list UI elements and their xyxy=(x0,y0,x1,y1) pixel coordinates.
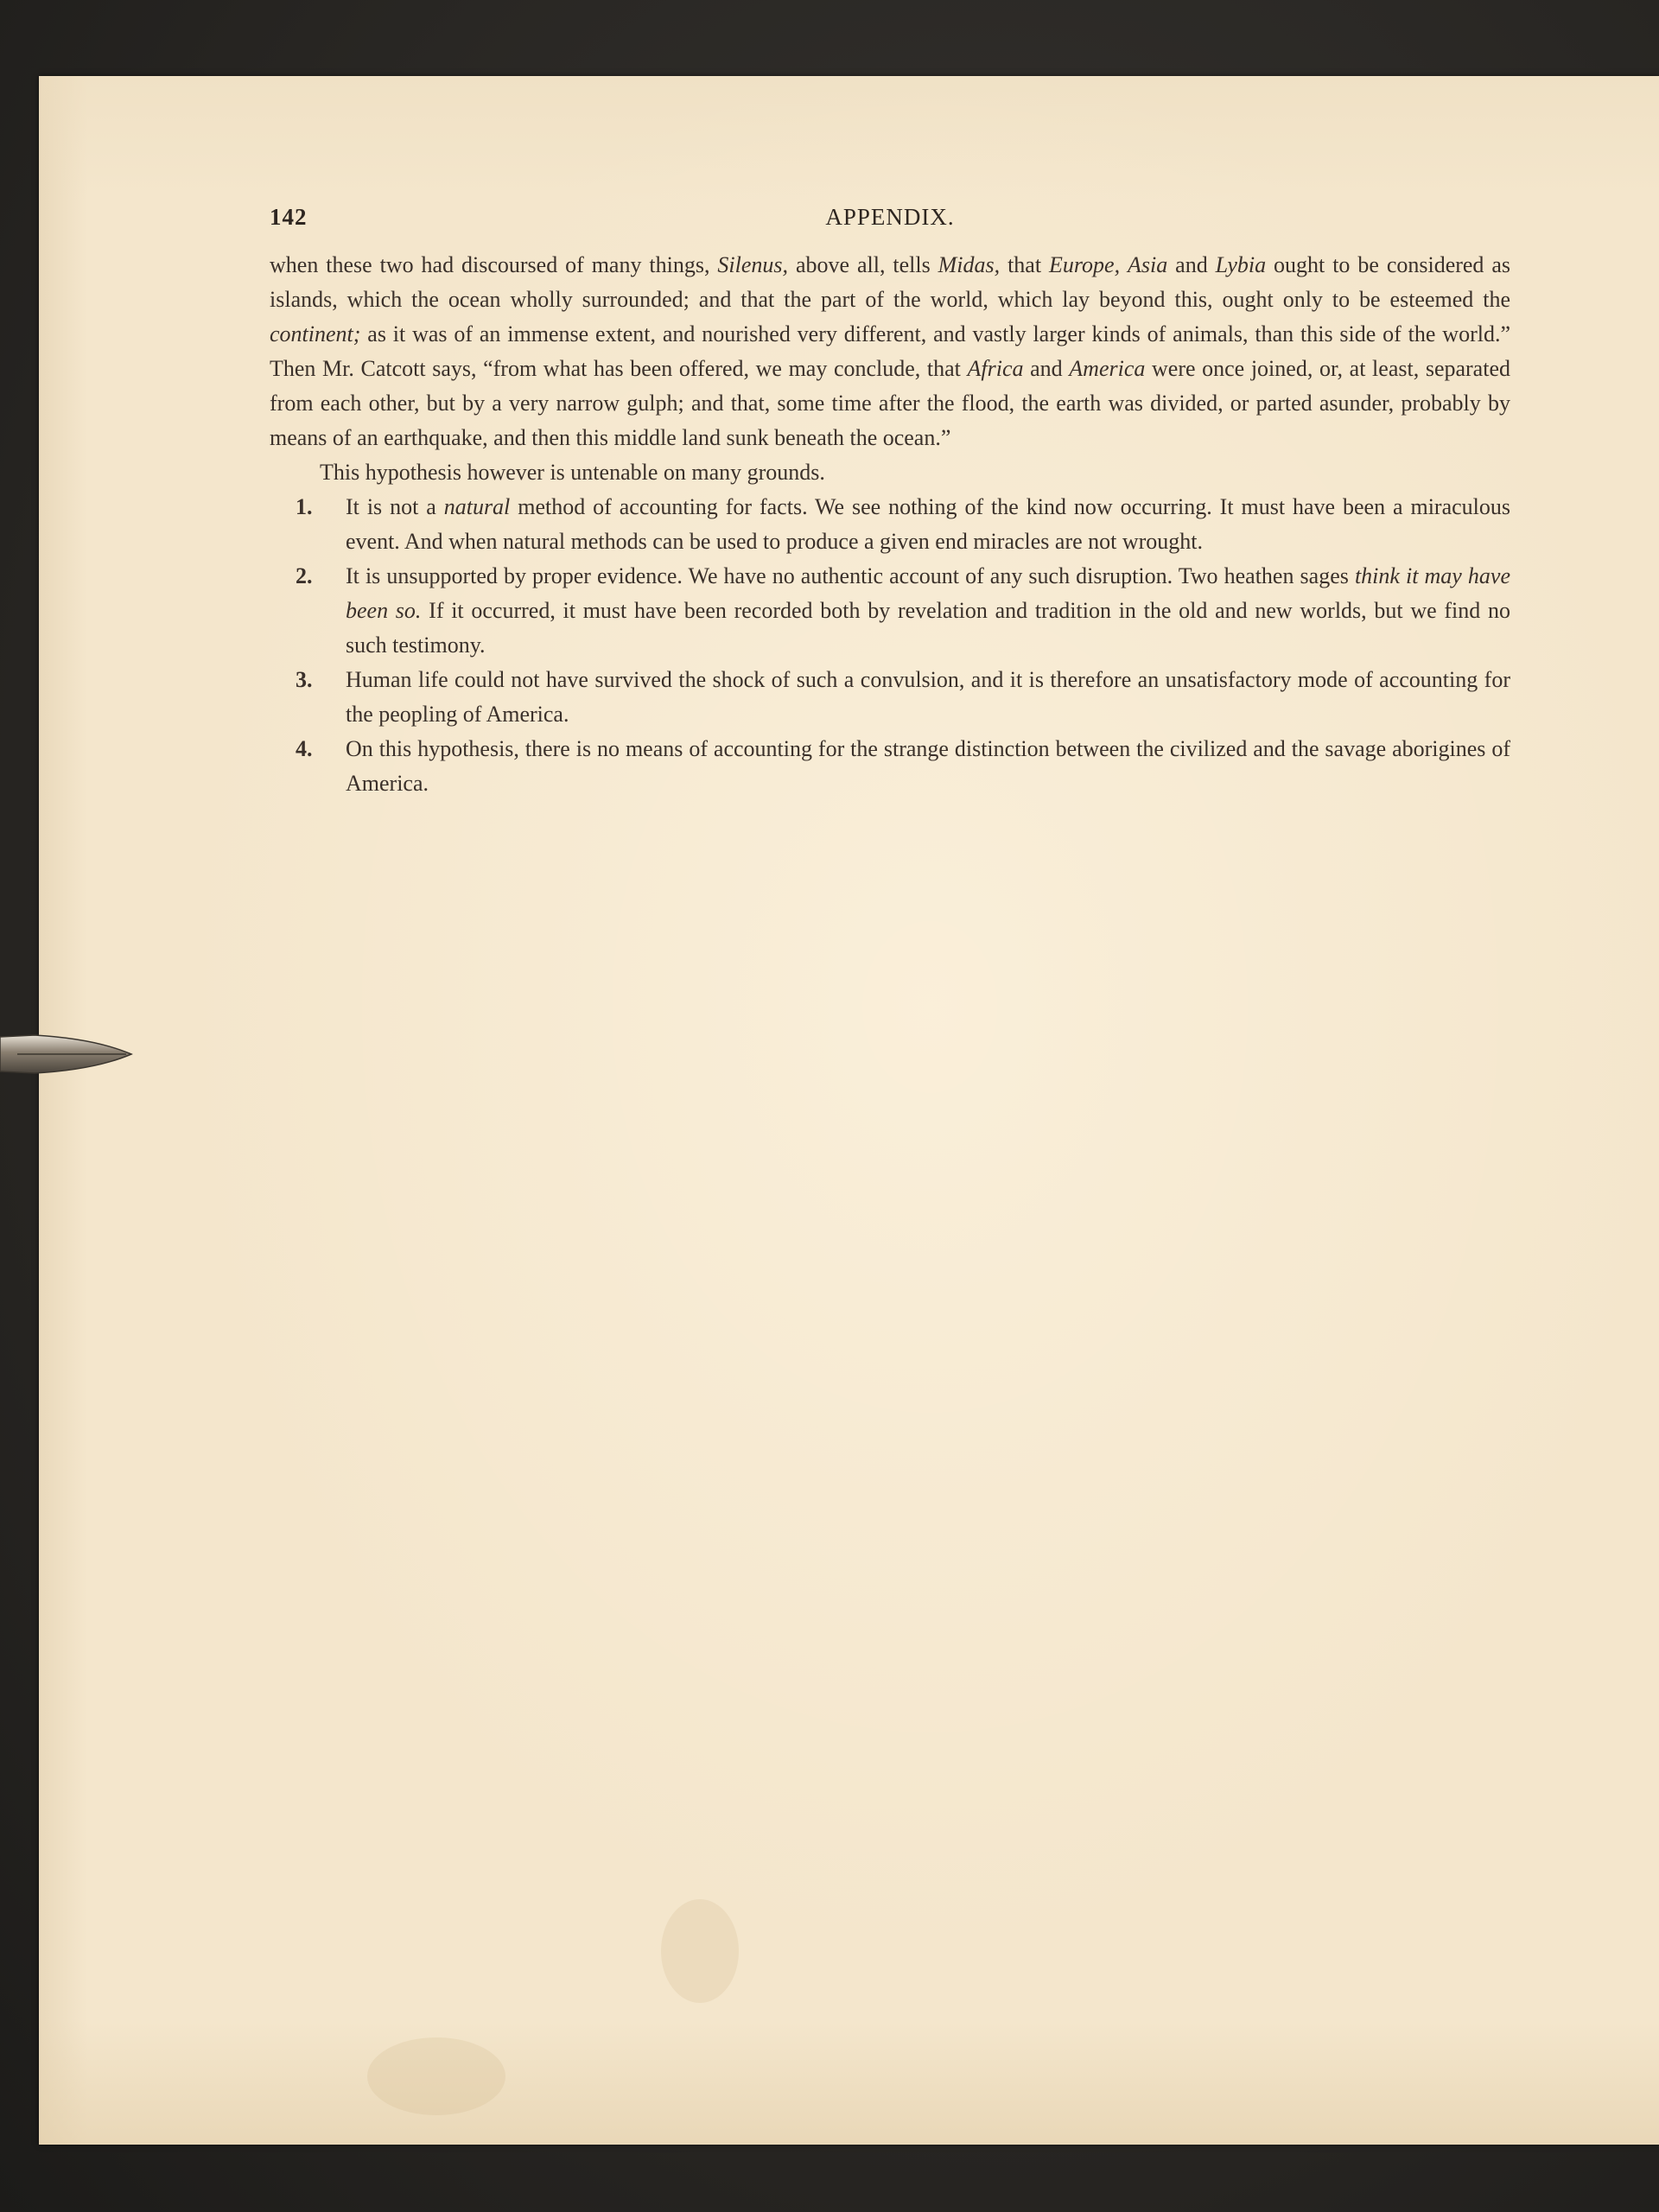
pen-tip-icon xyxy=(0,1030,138,1080)
list-item xyxy=(270,732,1510,801)
text-run: ought to be considered as islands, which the ocean wholly surrounded; and that the part of the world, which lay beyond this, ought only to be esteemed the xyxy=(270,252,1511,312)
list-item-number: 1. xyxy=(296,494,313,519)
italic-run: Silenus, xyxy=(717,252,789,277)
page-header xyxy=(270,204,1510,238)
numbered-list xyxy=(270,490,1510,801)
italic-run: Asia xyxy=(1128,252,1168,277)
list-item-number: 2. xyxy=(296,563,313,588)
paper-stain xyxy=(661,1899,739,2003)
text-run: above all, tells xyxy=(788,252,938,277)
paragraph-hypothesis: This hypothesis however is untenable on many grounds. xyxy=(320,460,825,485)
text-run: when these two had discoursed of many things, xyxy=(270,252,718,277)
list-item-number: 4. xyxy=(296,736,313,761)
text-body xyxy=(270,248,1510,801)
list-item-text xyxy=(346,490,1510,559)
italic-run: America xyxy=(1069,356,1146,381)
italic-run: Midas, xyxy=(938,252,1001,277)
text-run: and xyxy=(1023,356,1070,381)
text-run: and xyxy=(1167,252,1216,277)
list-item-text xyxy=(346,559,1510,663)
italic-run: Europe, xyxy=(1049,252,1121,277)
list-item-number: 3. xyxy=(296,667,313,692)
text-run: as it was of an immense extent, and nourished very different, and vastly larger kinds of animals, than this side of the world.” Then Mr. Catcott says, “from what has been offered, we may conclude, that xyxy=(270,321,1510,381)
italic-run: natural xyxy=(443,494,511,519)
list-item xyxy=(270,559,1510,663)
italic-run: think it may have been so. xyxy=(346,563,1510,623)
paper-stain xyxy=(367,2037,505,2115)
text-run: It is not a xyxy=(346,494,444,519)
running-head: APPENDIX. xyxy=(825,204,955,230)
paragraph-continued xyxy=(270,248,1510,455)
text-run: that xyxy=(1000,252,1049,277)
text-run: method of accounting for facts. We see nothing of the kind now occurring. It must have been a miraculous event. And when natural methods can be used to produce a given end miracles are not wrought. xyxy=(346,494,1510,554)
page-number: 142 xyxy=(270,204,308,230)
list-item-text: Human life could not have survived the shock of such a convulsion, and it is therefore an unsatisfactory mode of accounting for the peopling of America. xyxy=(346,667,1510,727)
text-run xyxy=(1120,252,1128,277)
italic-run: Africa xyxy=(967,356,1024,381)
list-item xyxy=(270,490,1510,559)
italic-run: Lybia xyxy=(1215,252,1267,277)
italic-run: continent; xyxy=(270,321,361,346)
text-run: It is unsupported by proper evidence. We have no authentic account of any such disruption. Two heathen sages xyxy=(346,563,1355,588)
text-run: were once joined, or, at least, separated from each other, but by a very narrow gulph; and that, some time after the flood, the earth was divided, or parted asunder, probably by means of an earthquake, and then this middle land sunk beneath the ocean.” xyxy=(270,356,1510,450)
list-item xyxy=(270,663,1510,732)
list-item-text: On this hypothesis, there is no means of accounting for the strange distinction between the civilized and the savage aborigines of America. xyxy=(346,736,1510,796)
text-run: If it occurred, it must have been recorded both by revelation and tradition in the old and new worlds, but we find no such testimony. xyxy=(346,598,1510,658)
